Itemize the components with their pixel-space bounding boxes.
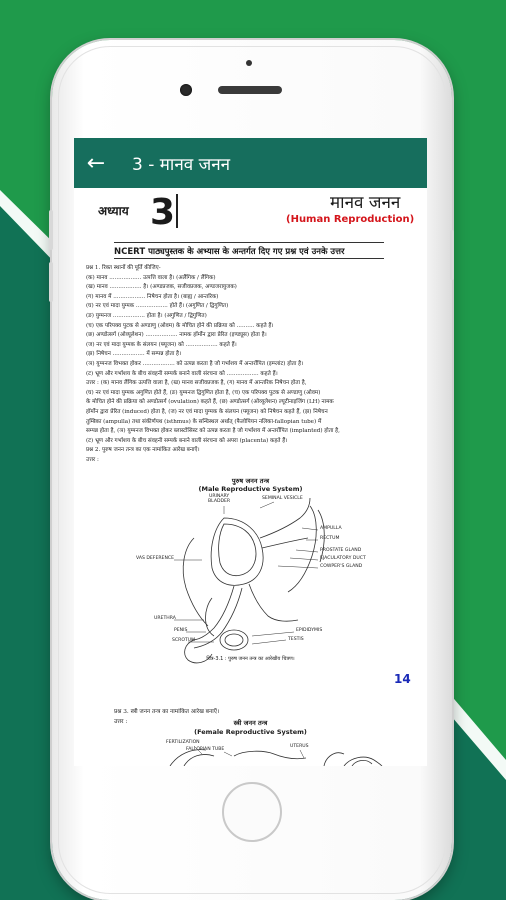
page-number: 14 — [394, 672, 411, 686]
label-ampulla: AMPULLA — [320, 526, 342, 531]
text-line: हॉर्मोन द्वारा प्रेरित (induced) होता है, (ज) नर एवं मादा युग्मक के संलयन (फ्यूजन) को निषेचन कहते हैं, (झ) निषेचन — [86, 408, 328, 415]
text-line: (क) मानव .................. उत्पत्ति वाला है। (अलैंगिक / लैंगिक) — [86, 274, 216, 281]
text-line: (ख) मानव .................. है। (अण्डप्रजक, सजीवप्रजक, अण्डजरायुजक) — [86, 284, 237, 291]
figure2-title-hi: स्त्री जनन तन्त्र — [233, 719, 268, 727]
label-testis: TESTIS — [288, 637, 304, 642]
front-camera-icon — [180, 84, 192, 96]
chapter-number: 3 — [150, 192, 176, 233]
label-ejaculatory-duct: EJACULATORY DUCT — [320, 556, 366, 561]
proximity-sensor — [246, 60, 252, 66]
figure1-caption: चित्र-3.1 : पुरुष जनन तन्त्र का आरेखीय चित्रण। — [206, 656, 295, 662]
volume-down-button — [49, 262, 53, 302]
text-line: प्रश्न 2. पुरुष जनन तन्त्र का एक नामांकित आरेख बनाएँ। — [86, 447, 200, 454]
text-line: प्रश्न 1. रिक्त स्थानों की पूर्ति कीजिए- — [86, 265, 161, 271]
text-line: (छ) अण्डोत्सर्ग (ओव्यूलेशन) .................. नामक हॉर्मोन द्वारा प्रेरित (इण्ड्यूस) होता है। — [86, 332, 267, 339]
text-line: के मोचित होने की प्रक्रिया को अण्डोत्सर्ग (ovulation) कहते हैं, (छ) अण्डोत्सर्ग (ओव्यूलेशन) ल्यूटीनाइजिंग (LH) नामक — [86, 399, 334, 406]
female-reproductive-diagram — [74, 188, 427, 766]
text-line: (घ) नर एवं मादा युग्मक अगुणित होते हैं, (ङ) युग्मनज द्विगुणित होता है, (च) एक परिपक्व पुटक से अण्डाणु (ओवम) — [86, 389, 321, 396]
label-urinary-bladder: URINARY BLADDER — [208, 494, 231, 504]
text-line: (ञ) युग्मनज विभक्त होकर .................. को उत्पन्न करता है जो गर्भाशय में अन्तर्रोपित (इम्प्लांट) होता है। — [86, 360, 304, 367]
label-rectum: RECTUM — [320, 536, 340, 541]
label-seminal-vesicle: SEMINAL VESICLE — [262, 496, 303, 501]
text-line: उत्तर : (क) मानव लैंगिक उत्पत्ति वाला है, (ख) मानव सजीवप्रजक है, (ग) मानव में आन्तरिक निषेचन होता है, — [86, 380, 307, 387]
home-button[interactable] — [222, 782, 282, 842]
volume-up-button — [49, 210, 53, 250]
text-line: (च) एक परिपक्व पुटक से अण्डाणु (ओवम) के मोचित होने की प्रक्रिया को .......... कहते हैं। — [86, 322, 274, 329]
label-fallopian-tube: FALLOPIAN TUBE — [186, 747, 225, 752]
text-line: (ट) भ्रूण और गर्भाशय के बीच संवहनी सम्पर्क बनाने वाली संरचना को .................. कहते हैं। — [86, 370, 278, 377]
document-page[interactable] — [74, 188, 427, 766]
chapter-title: मानव जनन — [330, 193, 401, 213]
text-line: (झ) निषेचन .................. में सम्पन्न होता है। — [86, 351, 182, 358]
text-line: (ट) भ्रूण और गर्भाशय के बीच संवहनी सम्पर्क बनाने वाली संरचना को अपरा (placenta) कहते हैं। — [86, 437, 288, 444]
chapter-subtitle: (Human Reproduction) — [286, 214, 415, 225]
figure1-title-hi: पुरुष जनन तन्त्र — [231, 477, 270, 485]
label-vas-deferens: VAS DEFERENCE — [136, 556, 174, 561]
label-uterus: UTERUS — [290, 744, 309, 749]
answer3-label: उत्तर : — [114, 719, 128, 725]
label-epididymis: EPIDIDYMIS — [296, 628, 323, 633]
text-line: (ज) नर एवं मादा युग्मक के संलयन (फ्यूजन) को .................. कहते हैं। — [86, 341, 237, 348]
app-bar — [74, 138, 427, 188]
label-urethra: URETHRA — [154, 616, 176, 621]
label-penis: PENIS — [174, 628, 188, 633]
text-line: (ग) मानव में .................. निषेचन होता है। (बाह्य / आन्तरिक) — [86, 293, 219, 300]
figure2-title-en: (Female Reproductive System) — [194, 728, 307, 736]
app-screen — [74, 138, 427, 766]
arrow-left-icon[interactable]: ← — [86, 150, 106, 176]
label-scrotum: SCROTUM — [172, 638, 196, 643]
section-heading: NCERT पाठ्यपुस्तक के अभ्यास के अन्तर्गत दिए गए प्रश्न एवं उनके उत्तर — [114, 247, 345, 257]
label-cowpers-gland: COWPER'S GLAND — [320, 564, 363, 569]
chapter-label: अध्याय — [98, 204, 129, 218]
text-line: सम्पन्न होता है, (ञ) युग्मनज विभक्त होकर ब्लास्टोसिस्ट को उत्पन्न करता है जो गर्भाशय में अन्तर्रोपित (implanted) होता है, — [86, 428, 340, 435]
power-button — [450, 230, 454, 280]
app-bar-title: 3 - मानव जनन — [132, 154, 231, 175]
text-line: उत्तर : — [86, 456, 99, 463]
figure1-title-en: (Male Reproductive System) — [198, 485, 303, 493]
label-fertilization: FERTILIZATION — [166, 740, 200, 745]
text-line: (ङ) युग्मनज .................. होता है। (अगुणित / द्विगुणित) — [86, 312, 207, 319]
text-line: (घ) नर एवं मादा युग्मक .................. होते हैं। (अगुणित / द्विगुणित) — [86, 303, 229, 310]
text-line: तुम्बिका (ampulla) तथा संकीर्णपथ (isthmus) के सन्धिस्थल अर्थात् (फैलोपियन नलिका-fallopian tube) में — [86, 418, 322, 425]
question3-text: प्रश्न 3. स्त्री जनन तन्त्र का नामांकित आरेख बनाएँ। — [114, 709, 220, 715]
earpiece-speaker — [218, 86, 282, 94]
label-prostate-gland: PROSTATE GLAND — [320, 548, 362, 553]
